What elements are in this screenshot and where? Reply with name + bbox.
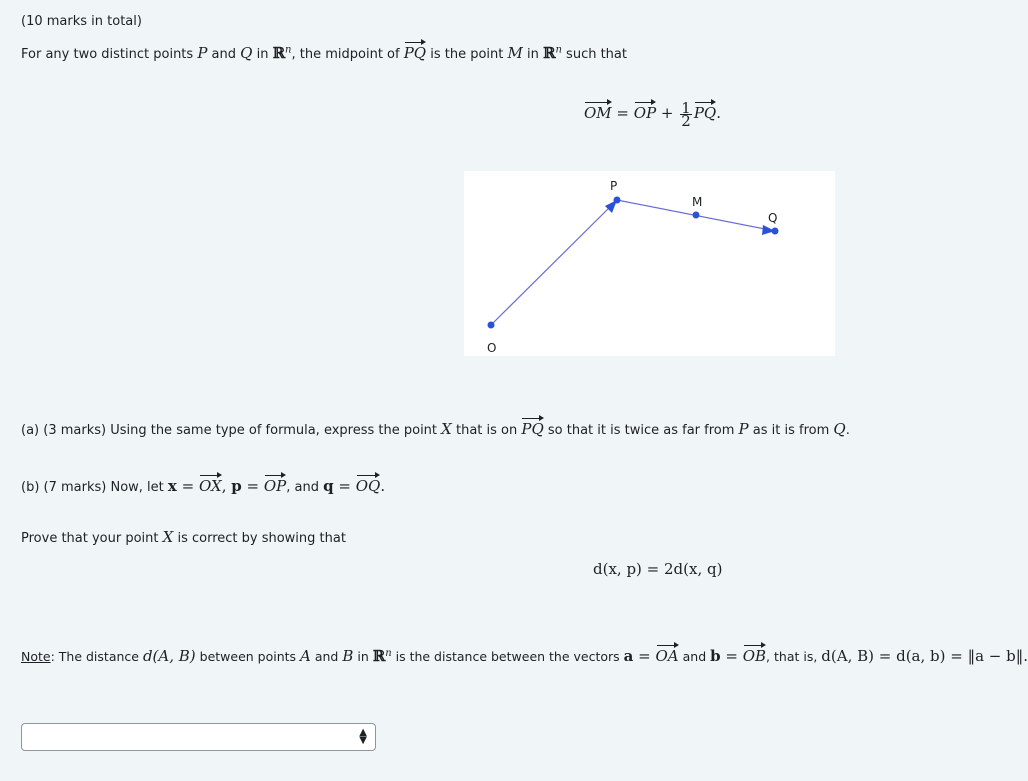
label-p: P bbox=[610, 179, 618, 193]
part-a-text: (a) (3 marks) Using the same type of formula, express the point X that is on PQ so that it is twice as far from P as it is from Q. bbox=[21, 420, 850, 438]
note-text: Note: The distance d(A, B) between points A and B in ℝ$^n$ is the distance between the vectors a = OA and b = OB, that is, d(A, B) = d(a, b) = ‖a − b‖. bbox=[21, 647, 1028, 665]
distance-formula: d(x, p) = 2d(x, q) bbox=[593, 560, 723, 578]
label-q: Q bbox=[768, 211, 778, 225]
intro-text: For any two distinct points P and Q in ℝ$^n$, the midpoint of PQ is the point M in ℝ$^n$ such that bbox=[21, 44, 627, 62]
label-m: M bbox=[692, 195, 703, 209]
point-q bbox=[772, 228, 779, 235]
answer-select[interactable] bbox=[21, 723, 376, 751]
point-p bbox=[614, 197, 621, 204]
point-o bbox=[488, 322, 495, 329]
vector-op-line bbox=[491, 200, 617, 325]
point-m bbox=[693, 212, 700, 219]
diagram-svg bbox=[464, 171, 835, 356]
part-b-text: (b) (7 marks) Now, let x = OX, p = OP, and q = OQ. bbox=[21, 477, 386, 495]
label-o: O bbox=[487, 341, 497, 355]
select-updown-icon: ▲ ▼ bbox=[359, 727, 367, 746]
vector-diagram bbox=[464, 171, 835, 356]
marks-total: (10 marks in total) bbox=[21, 14, 142, 29]
prove-text: Prove that your point X is correct by showing that bbox=[21, 528, 346, 546]
midpoint-formula: OM = OP + $\frac{1}{2}$ PQ. bbox=[584, 99, 721, 130]
